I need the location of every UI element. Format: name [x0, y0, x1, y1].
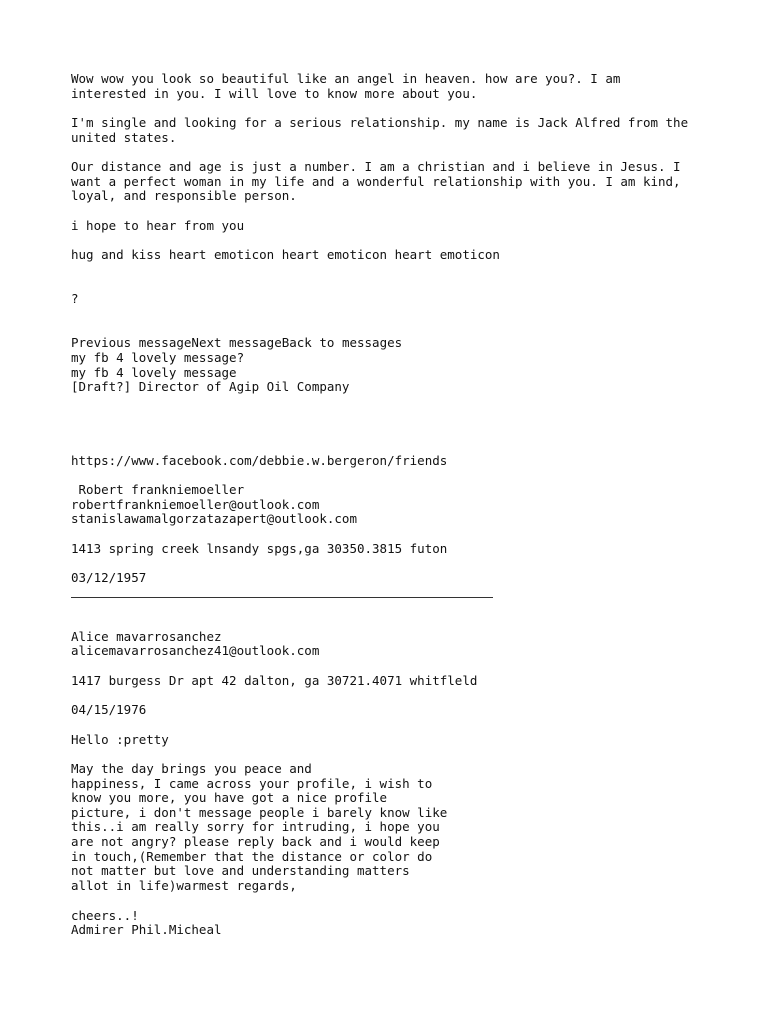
back-to-messages-link[interactable]: Back to messages: [281, 335, 403, 350]
contact2-closing: cheers..!: [71, 908, 139, 923]
message-paragraph-2: I'm single and looking for a serious relationship. my name is Jack Alfred from the united states.: [71, 115, 689, 145]
message-paragraph-5: hug and kiss heart emoticon heart emoticon heart emoticon: [71, 247, 500, 262]
contact2-name: Alice mavarrosanchez: [71, 629, 222, 644]
facebook-url[interactable]: https://www.facebook.com/debbie.w.bergeron/friends: [71, 453, 448, 468]
contact1-email-secondary: stanislawamalgorzatazapert@outlook.com: [71, 511, 357, 526]
question-mark: ?: [71, 291, 79, 306]
contact1-address: 1413 spring creek lnsandy spgs,ga 30350.3815 futon: [71, 541, 448, 556]
next-message-link[interactable]: Next message: [191, 335, 282, 350]
contact2-signature: Admirer Phil.Micheal: [71, 922, 222, 937]
contact2-date: 04/15/1976: [71, 702, 147, 717]
previous-message-link[interactable]: Previous message: [71, 335, 192, 350]
divider: [71, 597, 493, 598]
contact2-address: 1417 burgess Dr apt 42 dalton, ga 30721.4071 whitfleld: [71, 673, 478, 688]
related-message-link[interactable]: my fb 4 lovely message: [71, 365, 237, 380]
message-paragraph-3: Our distance and age is just a number. I am a christian and i believe in Jesus. I want a perfect woman in my life and a wonderful relationship with you. I am kind, loyal, and responsible person.: [71, 159, 681, 204]
contact1-email: robertfrankniemoeller@outlook.com: [71, 497, 320, 512]
contact1-date: 03/12/1957: [71, 570, 147, 585]
contact2-email: alicemavarrosanchez41@outlook.com: [71, 643, 320, 658]
message-nav: [71, 336, 402, 351]
message-paragraph-1: Wow wow you look so beautiful like an angel in heaven. how are you?. I am interested in you. I will love to know more about you.: [71, 71, 621, 101]
related-message-link[interactable]: [Draft?] Director of Agip Oil Company: [71, 379, 350, 394]
contact1-name: Robert frankniemoeller: [71, 482, 245, 497]
message-paragraph-4: i hope to hear from you: [71, 218, 245, 233]
related-message-link[interactable]: my fb 4 lovely message?: [71, 350, 245, 365]
contact2-body: May the day brings you peace and happiness, I came across your profile, i wish to know you more, you have got a nice profile picture, i don't message people i barely know like this..i am really sorry for intruding, i hope you are not angry? please reply back and i would keep in touch,(Remember that the distance or color do not matter but love and understanding matters allot in life)warmest regards,: [71, 761, 448, 893]
contact2-greeting: Hello :pretty: [71, 732, 169, 747]
